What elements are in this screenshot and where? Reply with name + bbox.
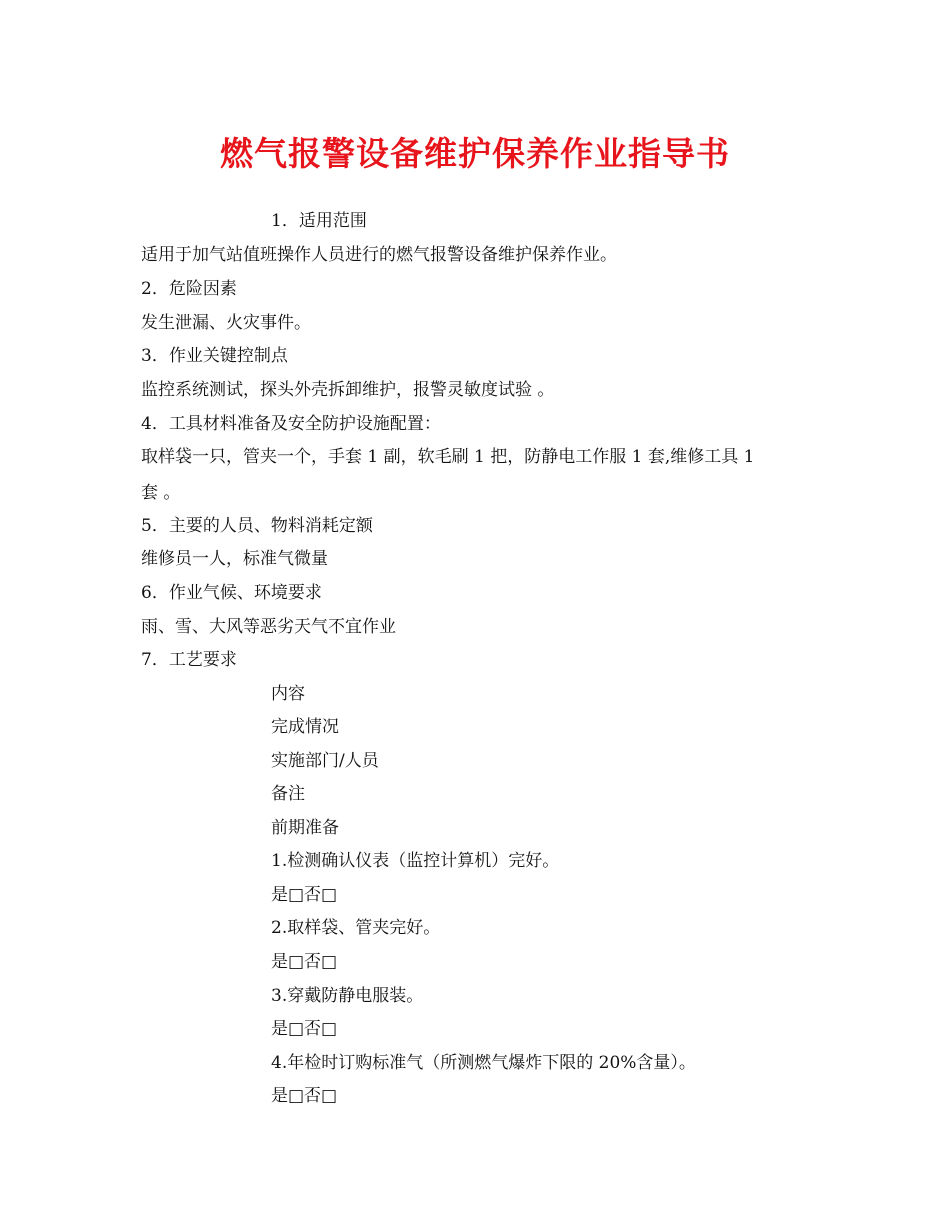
section-4-body-line2: 套 。 xyxy=(141,483,181,503)
section-4-body-line1: 取样袋一只，管夹一个，手套 1 副，软毛刷 1 把，防静电工作服 1 套,维修工具 1 xyxy=(141,447,755,467)
table-phase-label: 前期准备 xyxy=(271,818,339,838)
table-header-content: 内容 xyxy=(271,684,305,704)
table-item-2: 2.取样袋、管夹完好。 xyxy=(271,918,441,938)
table-item-4: 4.年检时订购标准气（所测燃气爆炸下限的 20%含量）。 xyxy=(271,1053,696,1073)
section-4-heading: 4．工具材料准备及安全防护设施配置： xyxy=(141,414,441,434)
table-check-4: 是□否□ xyxy=(271,1086,338,1106)
section-2-body: 发生泄漏、火灾事件。 xyxy=(141,313,311,333)
section-1-body: 适用于加气站值班操作人员进行的燃气报警设备维护保养作业。 xyxy=(141,245,617,265)
table-item-1: 1.检测确认仪表（监控计算机）完好。 xyxy=(271,851,560,871)
section-6-body: 雨、雪、大风等恶劣天气不宜作业 xyxy=(141,617,396,637)
table-item-3: 3.穿戴防静电服装。 xyxy=(271,986,424,1006)
table-check-3: 是□否□ xyxy=(271,1019,338,1039)
table-header-note: 备注 xyxy=(271,784,305,804)
section-6-heading: 6．作业气候、环境要求 xyxy=(141,583,322,603)
table-check-1: 是□否□ xyxy=(271,885,338,905)
section-1-heading: 1．适用范围 xyxy=(271,211,367,231)
table-header-status: 完成情况 xyxy=(271,717,339,737)
section-7-heading: 7．工艺要求 xyxy=(141,650,237,670)
section-2-heading: 2．危险因素 xyxy=(141,279,237,299)
document-title: 燃气报警设备维护保养作业指导书 xyxy=(220,134,730,173)
section-3-heading: 3．作业关键控制点 xyxy=(141,346,288,366)
section-3-body: 监控系统测试，探头外壳拆卸维护，报警灵敏度试验 。 xyxy=(141,380,555,400)
table-header-dept: 实施部门/人员 xyxy=(271,751,379,771)
section-5-heading: 5．主要的人员、物料消耗定额 xyxy=(141,516,373,536)
table-check-2: 是□否□ xyxy=(271,952,338,972)
section-5-body: 维修员一人，标准气微量 xyxy=(141,549,328,569)
